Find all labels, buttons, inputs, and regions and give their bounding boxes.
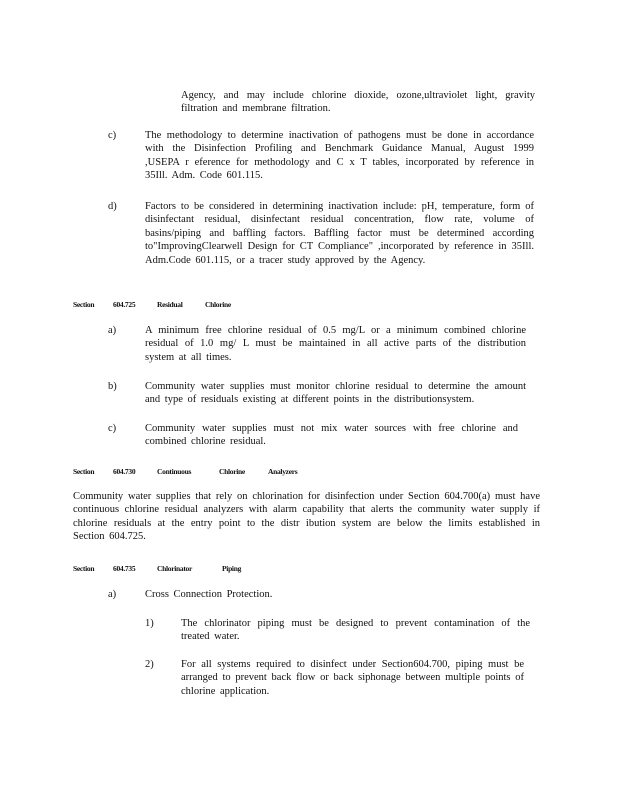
item-marker-c: c) — [108, 130, 117, 141]
sub-item-marker-2: 2) — [145, 659, 154, 670]
item-marker-c: c) — [108, 423, 117, 434]
section-label: Section — [73, 467, 95, 476]
section-title-word: Chlorine — [205, 300, 231, 309]
minimum-residual-paragraph: A minimum free chlorine residual of 0.5 mg/L or a minimum combined chlorine residual of 1.0 mg/ L must be maintained in all active parts of the distribution system at all times. — [145, 325, 526, 363]
factors-paragraph: Factors to be considered in determining inactivation include: pH, temperature, form of disinfectant residual, disinfectant residual concentration, flow rate, volume of basins/piping and baffling factors. Baffling factor must be determined according to"ImprovingClearwell Design for CT Compliance" ,incorporated by reference in 35Ill. Adm.Code 601.115, or a tracer study approved by the Agency. — [145, 201, 534, 266]
item-marker-d: d) — [108, 201, 117, 212]
section-725-heading — [73, 298, 231, 311]
section-735-heading — [73, 562, 241, 575]
chlorinator-piping-paragraph: The chlorinator piping must be designed to prevent contamination of the treated water. — [181, 618, 530, 643]
section-number: 604.725 — [113, 300, 136, 309]
section-label: Section — [73, 300, 95, 309]
analyzers-paragraph: Community water supplies that rely on chlorination for disinfection under Section 604.700(a) must have continuous chlorine residual analyzers with alarm capability that alerts the community water supply if chlorine residuals at the entry point to the distr ibution system are below the limits established in Section 604.725. — [73, 491, 540, 543]
section-title-word: Chlorine — [219, 467, 245, 476]
monitor-residual-paragraph: Community water supplies must monitor chlorine residual to determine the amount and type of residuals existing at different points in the distributionsystem. — [145, 381, 526, 406]
section-label: Section — [73, 564, 95, 573]
section-730-heading — [73, 465, 297, 478]
backflow-paragraph: For all systems required to disinfect under Section604.700, piping must be arranged to prevent back flow or back siphonage between multiple points of chlorine application. — [181, 659, 524, 697]
continuation-paragraph: Agency, and may include chlorine dioxide, ozone,ultraviolet light, gravity filtration and membrane filtration. — [181, 90, 535, 115]
section-title-word: Piping — [222, 564, 242, 573]
item-marker-a: a) — [108, 325, 117, 336]
section-number: 604.735 — [113, 564, 136, 573]
section-title-word: Analyzers — [268, 467, 298, 476]
methodology-paragraph: The methodology to determine inactivation of pathogens must be done in accordance with the Disinfection Profiling and Benchmark Guidance Manual, August 1999 ,USEPA r eference for methodology and C x T tables, incorporated by reference in 35Ill. Adm. Code 601.115. — [145, 130, 534, 182]
item-marker-a: a) — [108, 589, 117, 600]
cross-connection-heading: Cross Connection Protection. — [145, 589, 273, 600]
section-title-word: Chlorinator — [157, 564, 193, 573]
section-title-word: Continuous — [157, 467, 192, 476]
sub-item-marker-1: 1) — [145, 618, 154, 629]
no-mix-paragraph: Community water supplies must not mix water sources with free chlorine and combined chlorine residual. — [145, 423, 518, 448]
item-marker-b: b) — [108, 381, 117, 392]
section-title-word: Residual — [157, 300, 183, 309]
section-number: 604.730 — [113, 467, 136, 476]
